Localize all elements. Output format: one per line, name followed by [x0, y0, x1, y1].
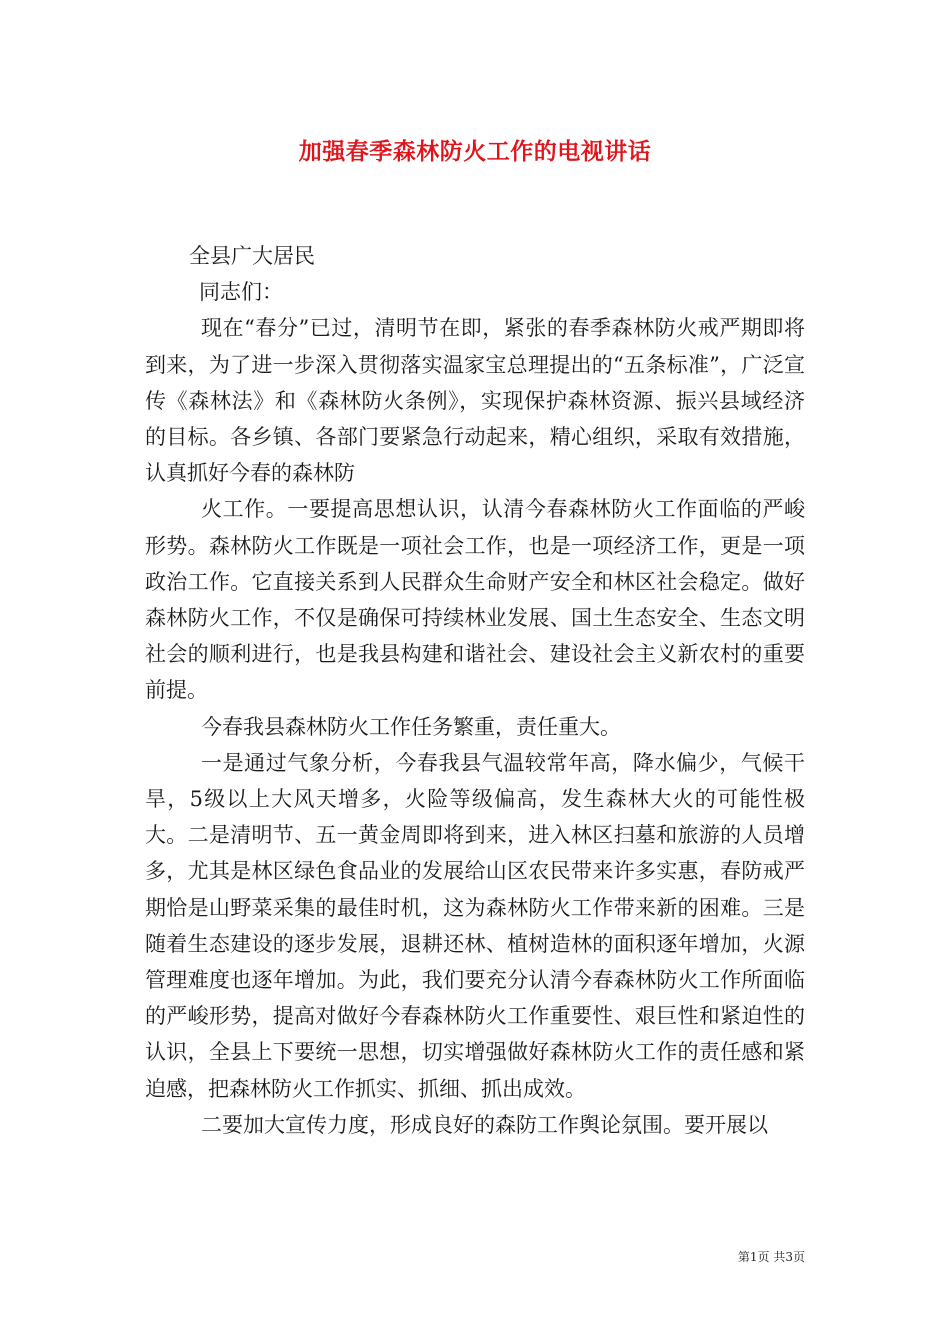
paragraph-2: 火工作。一要提高思想认识，认清今春森林防火工作面临的严峻形势。森林防火工作既是一项社会工作，也是一项经济工作，更是一项政治工作。它直接关系到人民群众生命财产安全和林区社会稳定。做好森林防火工作，不仅是确保可持续林业发展、国土生态安全、生态文明社会的顺利进行，也是我县构建和谐社会、建设社会主义新农村的重要前提。	[145, 497, 805, 703]
salutation-residents: 全县广大居民	[189, 244, 315, 268]
paragraph-3: 今春我县森林防火工作任务繁重，责任重大。	[201, 714, 621, 739]
document-title: 加强春季森林防火工作的电视讲话	[298, 138, 652, 165]
page-number: 第1页 共3页	[737, 1250, 805, 1264]
paragraph-1: 现在“春分”已过，清明节在即，紧张的春季森林防火戒严期即将到来，为了进一步深入贯彻落实温家宝总理提出的“五条标准”，广泛宣传《森林法》和《森林防火条例》，实现保护森林资源、振兴县域经济的目标。各乡镇、各部门要紧急行动起来，精心组织，采取有效措施，认真抓好今春的森林防	[145, 316, 805, 486]
document-body	[145, 238, 805, 1143]
salutation-comrades: 同志们：	[199, 280, 283, 305]
paragraph-4: 一是通过气象分析，今春我县气温较常年高，降水偏少，气候干旱，5级以上大风天增多，火险等级偏高，发生森林大火的可能性极大。二是清明节、五一黄金周即将到来，进入林区扫墓和旅游的人员增多，尤其是林区绿色食品业的发展给山区农民带来许多实惠，春防戒严期恰是山野菜采集的最佳时机，这为森林防火工作带来新的困难。三是随着生态建设的逐步发展，退耕还林、植树造林的面积逐年增加，火源管理难度也逐年增加。为此，我们要充分认清今春森林防火工作所面临的严峻形势，提高对做好今春森林防火工作重要性、艰巨性和紧迫性的认识，全县上下要统一思想，切实增强做好森林防火工作的责任感和紧迫感，把森林防火工作抓实、抓细、抓出成效。	[145, 750, 805, 1101]
paragraph-5: 二要加大宣传力度，形成良好的森防工作舆论氛围。要开展以	[201, 1112, 768, 1137]
